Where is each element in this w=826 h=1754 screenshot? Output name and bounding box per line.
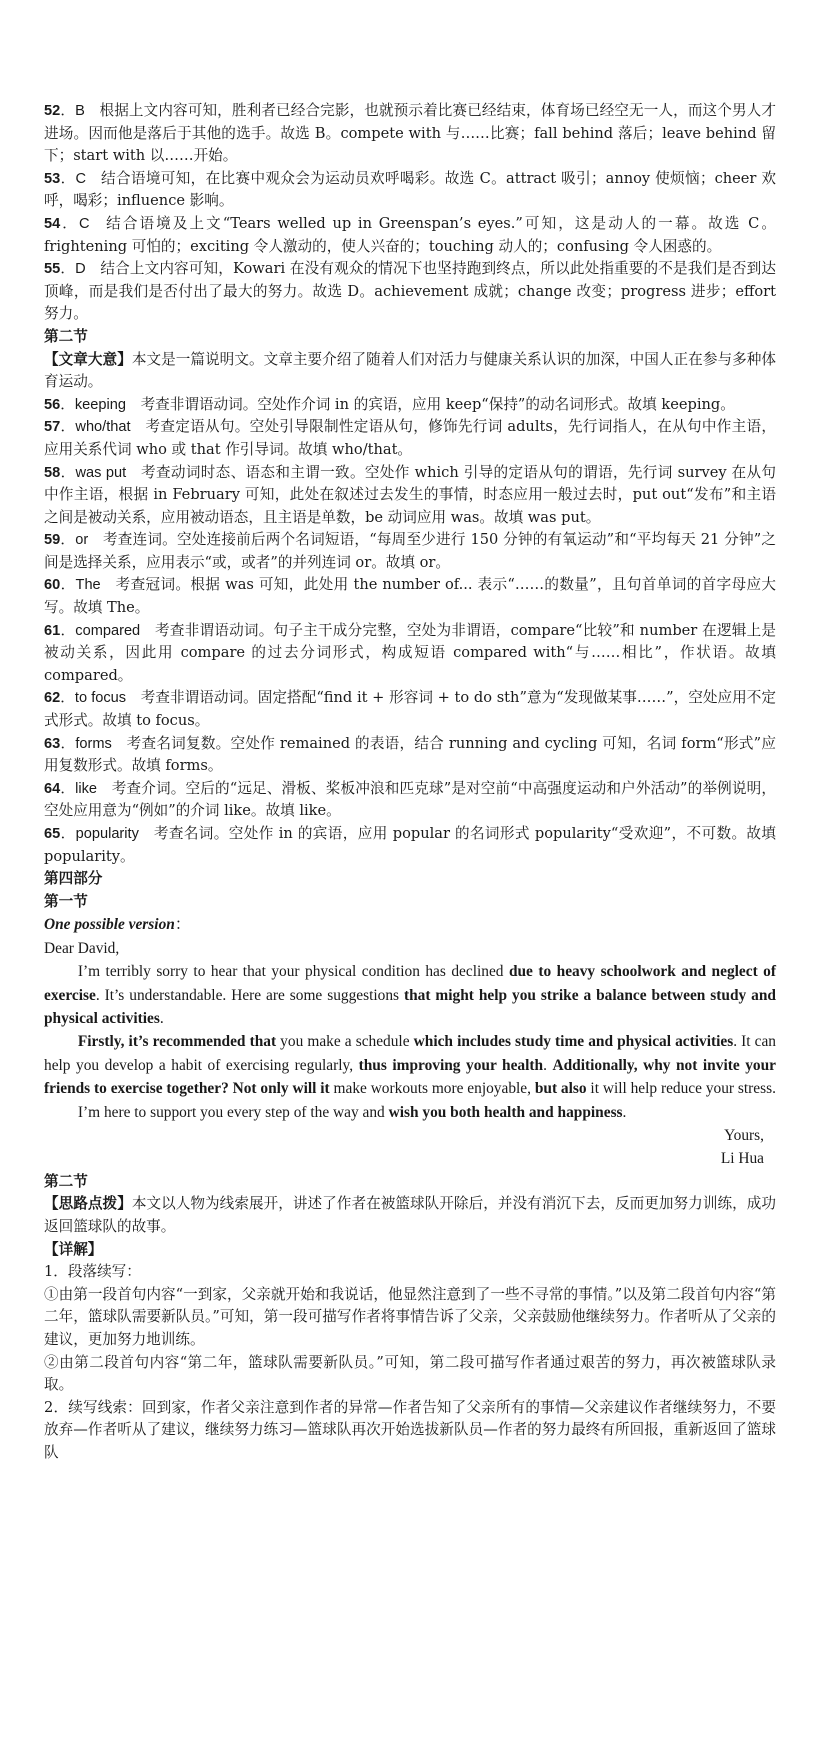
explanation: 考查名词。空处作 in 的宾语，应用 popular 的名词形式 popularity“受欢迎”，不可数。故填 popularity。	[44, 825, 776, 865]
essay-run: I’m here to support you every step of the way and	[77, 1103, 389, 1121]
essay-run: you make a schedule	[276, 1033, 414, 1051]
question-number: 58	[44, 464, 61, 481]
essay-run: that might help you strike a balance between study and physical activities	[44, 986, 776, 1027]
summary-paragraph	[44, 349, 776, 394]
explanation: 考查非谓语动词。固定搭配“find it + 形容词 + to do sth”意为“发现做某事……”，空处应用不定式形式。故填 to focus。	[44, 689, 776, 730]
answer-item: 62．to focus 考查非谓语动词。固定搭配“find it + 形容词 + to do sth”意为“发现做某事……”，空处应用不定式形式。故填 to focus。	[44, 689, 776, 730]
essay-run: .	[159, 1010, 164, 1027]
version-label: One possible version	[44, 916, 175, 934]
answer: to focus	[74, 690, 127, 707]
detail-line: ①由第一段首句内容“一到家，父亲就开始和我说话，他显然注意到了一些不寻常的事情。”以及第二段首句内容“第二年，篮球队需要新队员。”可知，第一段可描写作者将事情告诉了父亲，父亲鼓励他继续努力。作者听从了父亲的建议，更加努力地训练。	[44, 1285, 776, 1348]
answer: or	[75, 532, 89, 549]
answer: D	[75, 261, 86, 278]
detail-line: ②由第二段首句内容“第二年，篮球队需要新队员。”可知，第二段可描写作者通过艰苦的努力，再次被篮球队录取。	[44, 1353, 776, 1394]
detail-line: 1．段落续写：	[44, 1263, 141, 1281]
answer-item: 60．The 考查冠词。根据 was 可知，此处用 the number of... 表示“……的数量”，且句首单词的首字母应大写。故填 The。	[44, 576, 776, 617]
model-essay: One possible version： Dear David, I’m terribly sorry to hear that your physical condition has declined due to heavy schoolwork and neglect of exercise. It’s understandable. Here are some suggestions that might help you strike a balance between study and physical activities. Firstly, it’s recommended that you make a schedule which includes study time and physical activities. It can help you develop a habit of exercising regularly, thus improving your health. Additionally, why not invite your friends to exercise together? Not only will it make workouts more enjoyable, but also it will help reduce your stress. I’m here to support you every step of the way and wish you both health and happiness. Yours, Li Hua	[44, 913, 776, 1170]
answer-item: 61．compared 考查非谓语动词。句子主干成分完整，空处为非谓语，compare“比较”和 number 在逻辑上是被动关系，因此用 compare 的过去分词形式，构成短语 compared with“与……相比”，作状语。故填 compared。	[44, 621, 776, 684]
essay-paragraph-2	[44, 1030, 776, 1100]
explanation: 考查非谓语动词。句子主干成分完整，空处为非谓语，compare“比较”和 number 在逻辑上是被动关系，因此用 compare 的过去分词形式，构成短语 compared with“与……相比”，作状语。故填 compared。	[44, 621, 776, 684]
detail-line: 2．续写线索：回到家，作者父亲注意到作者的异常—作者告知了父亲所有的事情—父亲建议作者继续努力，不要放弃—作者听从了建议，继续努力练习—篮球队再次开始选拔新队员—作者的努力最终有所回报，重新返回了篮球队	[44, 1398, 776, 1461]
answer-item: 64．like 考查介词。空后的“远足、滑板、桨板冲浪和匹克球”是对空前“中高强度运动和户外活动”的举例说明，空处应用意为“例如”的介词 like。故填 like。	[44, 779, 776, 820]
essay-run: . It’s understandable. Here are some suggestions	[95, 986, 404, 1004]
answer-item: 53．C 结合语境可知，在比赛中观众会为运动员欢呼喝彩。故选 C。attract 吸引；annoy 使烦恼；cheer 欢呼，喝彩；influence 影响。	[44, 169, 776, 210]
explanation: 考查名词复数。空处作 remained 的表语，结合 running and cycling 可知，名词 form“形式”应用复数形式。故填 forms。	[44, 734, 776, 775]
answer: like	[75, 780, 98, 797]
answer: forms	[75, 735, 112, 752]
explanation: 考查定语从句。空处引导限制性定语从句，修饰先行词 adults，先行词指人，在从句中作主语，应用关系代词 who 或 that 作引导词。故填 who/that。	[44, 418, 776, 458]
explanation: 结合语境及上文“Tears welled up in Greenspan’s eyes.”可知，这是动人的一幕。故选 C。frightening 可怕的；exciting 令人激动的，使人兴奋的；touching 动人的；confusing 令人困惑的。	[44, 214, 776, 255]
choice-answers	[44, 100, 776, 326]
answer: C	[75, 170, 87, 187]
essay-run: .	[543, 1056, 553, 1074]
answer-key-page	[44, 100, 776, 1465]
section-title-2: 第二节	[44, 327, 88, 345]
answer-item: 56．keeping 考查非谓语动词。空处作介词 in 的宾语，应用 keep“保持”的动名词形式。故填 keeping。	[44, 395, 735, 413]
essay-run: I’m terribly sorry to hear that your physical condition has declined	[77, 963, 509, 981]
question-number: 61	[44, 622, 61, 639]
answer: compared	[75, 622, 141, 639]
section-title-2b: 第二节	[44, 1172, 88, 1190]
essay-paragraph-3	[44, 1101, 776, 1124]
essay-run: which includes study time and physical activities	[413, 1033, 734, 1051]
question-number: 64	[44, 780, 61, 797]
summary-tag: 【文章大意】	[44, 350, 132, 368]
explanation: 考查介词。空后的“远足、滑板、桨板冲浪和匹克球”是对空前“中高强度运动和户外活动”的举例说明，空处应用意为“例如”的介词 like。故填 like。	[44, 779, 776, 820]
idea-text: 本文以人物为线索展开，讲述了作者在被篮球队开除后，并没有消沉下去，反而更加努力训练，成功返回篮球队的故事。	[44, 1195, 776, 1236]
essay-run: due to heavy schoolwork and neglect of exercise	[44, 963, 776, 1004]
essay-greeting: Dear David,	[44, 939, 120, 957]
essay-run: but also	[534, 1080, 587, 1098]
answer: who/that	[75, 419, 131, 436]
question-number: 53	[44, 170, 61, 187]
summary-text: 本文是一篇说明文。文章主要介绍了随着人们对活力与健康关系认识的加深，中国人正在参与多种体育运动。	[44, 350, 776, 391]
question-number: 63	[44, 735, 61, 752]
essay-paragraph-1	[44, 960, 776, 1030]
section-title-1: 第一节	[44, 892, 88, 910]
answer-item: 63．forms 考查名词复数。空处作 remained 的表语，结合 running and cycling 可知，名词 form“形式”应用复数形式。故填 forms。	[44, 734, 776, 775]
essay-run: make workouts more enjoyable,	[329, 1080, 535, 1098]
question-number: 57	[44, 419, 61, 436]
explanation: 结合上文内容可知，Kowari 在没有观众的情况下也坚持跑到终点，所以此处指重要的不是我们是否到达顶峰，而是我们是否付出了最大的努力。故选 D。achievement 成就；change 改变；progress 进步；effort 努力。	[44, 260, 776, 323]
explanation: 考查连词。空处连接前后两个名词短语，“每周至少进行 150 分钟的有氧运动”和“平均每天 21 分钟”之间是选择关系，应用表示“或，或者”的并列连词 or。故填 or。	[44, 531, 776, 571]
detail-tag: 【详解】	[44, 1240, 103, 1258]
essay-run: . It can help you develop a habit of exercising regularly,	[44, 1033, 776, 1074]
answer: was put	[75, 464, 127, 481]
answer: C	[78, 215, 90, 232]
essay-run: it will help reduce your stress.	[586, 1080, 776, 1098]
answer-item: 54．C 结合语境及上文“Tears welled up in Greenspan’s eyes.”可知，这是动人的一幕。故选 C。frightening 可怕的；exciting 令人激动的，使人兴奋的；touching 动人的；confusing 令人困惑的。	[44, 214, 776, 255]
answer: popularity	[75, 826, 139, 842]
question-number: 65	[44, 826, 61, 842]
answer-item: 65．popularity 考查名词。空处作 in 的宾语，应用 popular 的名词形式 popularity“受欢迎”，不可数。故填 popularity。	[44, 825, 776, 865]
question-number: 60	[44, 577, 61, 594]
essay-run: thus improving your health	[358, 1056, 544, 1074]
answer-item: 55．D 结合上文内容可知，Kowari 在没有观众的情况下也坚持跑到终点，所以此处指重要的不是我们是否到达顶峰，而是我们是否付出了最大的努力。故选 D。achievement 成就；change 改变；progress 进步；effort 努力。	[44, 260, 776, 323]
essay-run: wish you both health and happiness	[388, 1103, 623, 1121]
question-number: 55	[44, 261, 61, 278]
idea-paragraph	[44, 1193, 776, 1238]
answer: keeping	[74, 396, 126, 413]
answer-item: 57．who/that 考查定语从句。空处引导限制性定语从句，修饰先行词 adults，先行词指人，在从句中作主语，应用关系代词 who 或 that 作引导词。故填 who/that。	[44, 418, 776, 458]
part-4-title: 第四部分	[44, 870, 103, 888]
question-number: 54	[44, 215, 61, 232]
explanation: 考查动词时态、语态和主谓一致。空处作 which 引导的定语从句的谓语，先行词 survey 在从句中作主语，根据 in February 可知，此处在叙述过去发生的事情，时态应用一般过去时，put out“发布”和主语之间是被动关系，应用被动语态，且主语是单数，be 动词应用 was。故填 was put。	[44, 463, 776, 526]
answer-item: 58．was put 考查动词时态、语态和主谓一致。空处作 which 引导的定语从句的谓语，先行词 survey 在从句中作主语，根据 in February 可知，此处在叙述过去发生的事情，时态应用一般过去时，put out“发布”和主语之间是被动关系，应用被动语态，且主语是单数，be 动词应用 was。故填 was put。	[44, 463, 776, 526]
explanation: 考查冠词。根据 was 可知，此处用 the number of... 表示“……的数量”，且句首单词的首字母应大写。故填 The。	[44, 576, 776, 617]
question-number: 52	[44, 103, 61, 119]
answer: B	[75, 103, 85, 119]
essay-run: Firstly, it’s recommended that	[77, 1033, 277, 1051]
fill-answers	[44, 394, 776, 868]
question-number: 62	[44, 690, 61, 707]
essay-signature: Li Hua	[720, 1150, 764, 1168]
explanation: 结合语境可知，在比赛中观众会为运动员欢呼喝彩。故选 C。attract 吸引；annoy 使烦恼；cheer 欢呼，喝彩；influence 影响。	[44, 169, 776, 210]
answer: The	[75, 577, 101, 594]
essay-run: Additionally, why not invite your friends to exercise together? Not only will it	[44, 1056, 776, 1098]
essay-run: .	[622, 1103, 627, 1121]
essay-closing: Yours,	[724, 1127, 764, 1145]
explanation: 考查非谓语动词。空处作介词 in 的宾语，应用 keep“保持”的动名词形式。故填 keeping。	[140, 395, 735, 413]
detail-lines	[44, 1261, 776, 1464]
answer-item: 59．or 考查连词。空处连接前后两个名词短语，“每周至少进行 150 分钟的有氧运动”和“平均每天 21 分钟”之间是选择关系，应用表示“或，或者”的并列连词 or。故填 or。	[44, 531, 776, 571]
answer-item: 52．B 根据上文内容可知，胜利者已经合完影，也就预示着比赛已经结束，体育场已经空无一人，而这个男人才进场。因而他是落后于其他的选手。故选 B。compete with 与……比赛；fall behind 落后；leave behind 留下；start with 以……开始。	[44, 102, 776, 165]
question-number: 56	[44, 396, 61, 413]
explanation: 根据上文内容可知，胜利者已经合完影，也就预示着比赛已经结束，体育场已经空无一人，而这个男人才进场。因而他是落后于其他的选手。故选 B。compete with 与……比赛；fall behind 落后；leave behind 留下；start with 以……开始。	[44, 102, 776, 165]
idea-tag: 【思路点拨】	[44, 1195, 132, 1213]
question-number: 59	[44, 532, 61, 549]
